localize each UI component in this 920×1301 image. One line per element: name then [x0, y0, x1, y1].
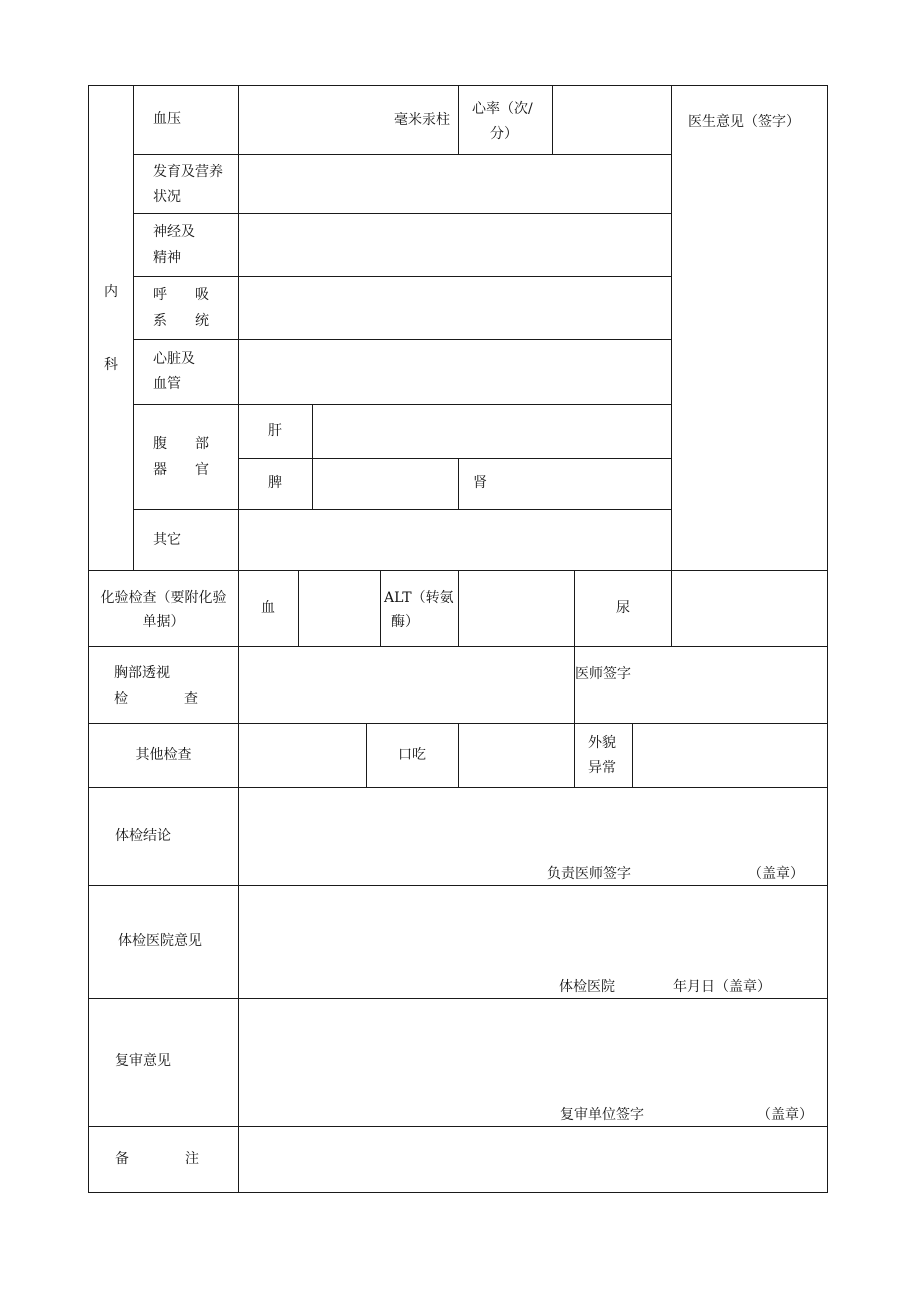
conclusion-seal-label: （盖章）	[748, 866, 804, 882]
responsible-physician-signature-label: 负责医师签字	[547, 866, 631, 882]
alt-value-field[interactable]	[458, 570, 575, 647]
other-label-cell	[133, 509, 239, 571]
blood-pressure-label: 血压	[153, 111, 181, 127]
chest-xray-value-field[interactable]	[238, 646, 575, 724]
kidney-label: 肾	[473, 475, 487, 491]
liver-label: 肝	[268, 423, 282, 439]
development-value-field[interactable]	[238, 154, 672, 214]
development-label-line1: 发育及营养	[153, 164, 223, 180]
lab-test-label-line2: 单据）	[142, 614, 185, 630]
stutter-value-field[interactable]	[458, 723, 575, 788]
respiratory-label-line1: 呼 吸	[153, 287, 209, 303]
cardio-label-line1: 心脏及	[153, 351, 195, 367]
urine-test-label: 尿	[616, 600, 630, 616]
respiratory-value-field[interactable]	[238, 276, 672, 340]
liver-value-field[interactable]	[312, 404, 672, 459]
chest-xray-label-line2: 检 查	[114, 691, 198, 707]
spleen-label: 脾	[268, 475, 282, 491]
other-exam-value-field[interactable]	[238, 723, 367, 788]
spleen-value-field[interactable]	[312, 458, 459, 510]
review-opinion-label: 复审意见	[115, 1053, 171, 1069]
nervous-label-line2: 精神	[153, 250, 181, 266]
exam-hospital-label: 体检医院	[559, 979, 615, 995]
lab-test-label-line1: 化验检查（要附化验	[100, 590, 227, 606]
chest-xray-label-line1: 胸部透视	[114, 665, 170, 681]
heart-rate-label-line1: 心率（次/	[472, 101, 533, 117]
remarks-label: 备 注	[115, 1151, 199, 1167]
conclusion-label: 体检结论	[115, 828, 171, 844]
heart-rate-label-line2: 分）	[490, 126, 518, 142]
internal-medicine-section-cell	[88, 85, 134, 571]
review-opinion-value-field[interactable]	[238, 998, 828, 1127]
blood-test-value-field[interactable]	[298, 570, 381, 647]
alt-label-line1: ALT（转氨	[384, 590, 454, 606]
other-label: 其它	[153, 532, 181, 548]
abdomen-label-cell	[133, 404, 239, 510]
appearance-abnormal-label-line1: 外貌	[588, 735, 616, 751]
urine-test-value-field[interactable]	[671, 570, 828, 647]
appearance-abnormal-value-field[interactable]	[632, 723, 828, 788]
other-exam-label: 其他检查	[135, 747, 192, 763]
cardio-label-line2: 血管	[153, 376, 181, 392]
blood-pressure-unit: 毫米汞柱	[394, 112, 450, 128]
date-seal-label: 年月日（盖章）	[673, 979, 771, 995]
conclusion-value-field[interactable]	[238, 787, 828, 886]
nervous-label-line1: 神经及	[153, 224, 195, 240]
hospital-opinion-label: 体检医院意见	[118, 933, 202, 949]
doctor-opinion-label: 医生意见（签字）	[688, 114, 800, 130]
heart-rate-value-field[interactable]	[552, 85, 672, 155]
physician-signature-label: 医师签字	[575, 666, 631, 682]
abdomen-label-line1: 腹 部	[153, 436, 209, 452]
appearance-abnormal-label-line2: 异常	[588, 760, 616, 776]
nervous-value-field[interactable]	[238, 213, 672, 277]
development-label-line2: 状况	[153, 189, 181, 205]
review-unit-signature-label: 复审单位签字	[560, 1107, 644, 1123]
other-value-field[interactable]	[238, 509, 672, 571]
cardio-value-field[interactable]	[238, 339, 672, 405]
stutter-label: 口吃	[398, 747, 426, 763]
review-seal-label: （盖章）	[757, 1107, 813, 1123]
respiratory-label-line2: 系 统	[153, 313, 209, 329]
doctor-opinion-field[interactable]	[671, 85, 828, 571]
blood-test-label: 血	[261, 600, 275, 616]
internal-medicine-label-bottom: 科	[104, 357, 118, 373]
alt-label-line2: 酶）	[391, 614, 419, 630]
abdomen-label-line2: 器 官	[153, 462, 209, 478]
remarks-value-field[interactable]	[238, 1126, 828, 1193]
internal-medicine-label-top: 内	[104, 284, 118, 300]
blood-pressure-label-cell	[133, 85, 239, 155]
kidney-value-field[interactable]	[458, 458, 672, 510]
